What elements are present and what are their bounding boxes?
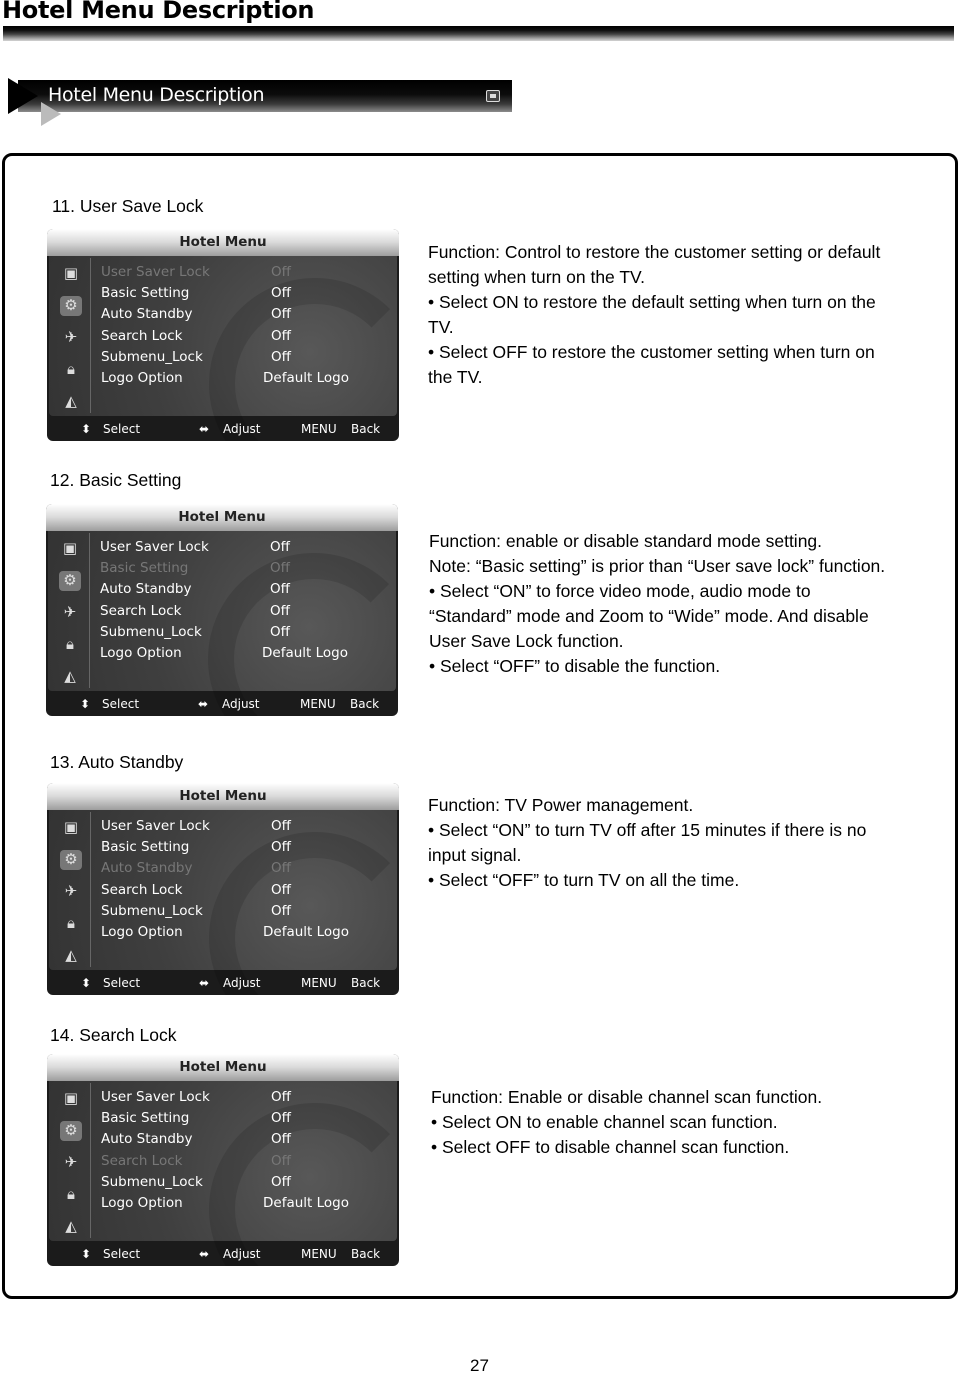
- left-right-icon: ⬌: [198, 697, 209, 711]
- footer-back: Back: [351, 976, 381, 990]
- footer-select: Select: [103, 422, 141, 436]
- tools-icon: ✈: [64, 883, 78, 900]
- menu-row-value: Off: [271, 1110, 291, 1127]
- lock-icon: 🔒︎: [66, 636, 74, 653]
- menu-row: [101, 816, 391, 837]
- lock-icon: 🔒︎: [67, 915, 75, 932]
- tools-icon: ✈: [64, 1154, 78, 1171]
- menu-row: [101, 1193, 391, 1214]
- section-heading: 13. Auto Standby: [50, 752, 184, 772]
- menu-row-value: Off: [271, 264, 291, 280]
- menu-row-value: Off: [271, 1131, 291, 1148]
- footer-adjust: Adjust: [222, 697, 260, 711]
- tv-icon: ▣: [63, 819, 79, 836]
- up-down-icon: ⬍: [81, 976, 92, 990]
- menu-row-label: Auto Standby: [101, 1131, 193, 1148]
- osd-panel: [48, 531, 396, 691]
- menu-row-value: Default Logo: [263, 370, 349, 386]
- hotel-menu-screen: [47, 229, 399, 441]
- footer-back: Back: [350, 697, 380, 711]
- up-down-icon: ⬍: [80, 697, 91, 711]
- footer-menu: MENU: [301, 422, 337, 436]
- menu-row-label: Search Lock: [100, 602, 182, 619]
- satellite-icon: ◭: [65, 947, 77, 964]
- menu-row: [100, 643, 390, 664]
- osd-footer: [47, 417, 399, 441]
- menu-row-label: Auto Standby: [101, 860, 193, 877]
- menu-row-value: Off: [271, 327, 291, 344]
- satellite-icon: ◭: [65, 1218, 77, 1235]
- menu-row-value: Off: [270, 623, 290, 640]
- menu-row: [101, 1108, 391, 1129]
- footer-select: Select: [103, 976, 141, 990]
- menu-row-label: Logo Option: [101, 1195, 183, 1211]
- menu-row-label: Submenu_Lock: [101, 1173, 203, 1190]
- up-down-icon: ⬍: [81, 422, 92, 436]
- menu-row: [101, 326, 391, 347]
- menu-row: [101, 880, 391, 901]
- lock-icon: 🔒︎: [67, 361, 75, 378]
- banner-title: Hotel Menu Description: [48, 84, 265, 106]
- menu-row: [101, 347, 391, 368]
- menu-row-value: Off: [271, 1152, 291, 1169]
- gear-icon: ⚙: [60, 296, 82, 316]
- menu-row: [101, 304, 391, 325]
- menu-row: [101, 368, 391, 389]
- left-right-icon: ⬌: [199, 976, 210, 990]
- menu-row-value: Off: [271, 860, 291, 877]
- menu-row-label: User Saver Lock: [101, 818, 210, 834]
- tv-icon: ▣: [63, 1090, 79, 1107]
- menu-row: [101, 858, 391, 879]
- menu-row-label: Basic Setting: [101, 839, 190, 856]
- menu-row-value: Off: [270, 581, 290, 598]
- footer-back: Back: [351, 1247, 381, 1261]
- osd-header: Hotel Menu: [46, 504, 398, 531]
- satellite-icon: ◭: [64, 668, 76, 685]
- footer-adjust: Adjust: [223, 976, 261, 990]
- menu-row-value: Off: [271, 881, 291, 898]
- menu-row: [100, 601, 390, 622]
- menu-row-label: Logo Option: [101, 924, 183, 940]
- tools-icon: ✈: [63, 604, 77, 621]
- menu-row: [101, 922, 391, 943]
- menu-row-value: Off: [270, 560, 290, 577]
- osd-header: Hotel Menu: [47, 229, 399, 256]
- menu-row: [101, 837, 391, 858]
- menu-row: [101, 283, 391, 304]
- menu-row: [101, 1087, 391, 1108]
- arrow-icon: [8, 78, 38, 114]
- osd-footer: [47, 1242, 399, 1266]
- menu-row: [101, 1151, 391, 1172]
- osd-header: Hotel Menu: [47, 1054, 399, 1081]
- menu-row-label: Submenu_Lock: [101, 902, 203, 919]
- function-description: Function: enable or disable standard mode setting. Note: “Basic setting” is prior than “User save lock” function. • Select “ON” to force video mode, audio mode to “Standard” mode and Zoom to “Wide” mode. And disable User Save Lock function. • Select “OFF” to disable the function.: [429, 531, 886, 676]
- menu-row-value: Off: [271, 839, 291, 856]
- menu-row-label: Search Lock: [101, 327, 183, 344]
- menu-row-value: Off: [271, 1173, 291, 1190]
- osd-footer: [47, 971, 399, 995]
- lock-icon: 🔒︎: [67, 1186, 75, 1203]
- hotel-menu-screen: [47, 1054, 399, 1266]
- osd-icon-column: [52, 1083, 91, 1238]
- footer-select: Select: [102, 697, 140, 711]
- osd-header: Hotel Menu: [47, 783, 399, 810]
- title-rule: [3, 26, 954, 41]
- hotel-menu-screen: [46, 504, 398, 716]
- gear-icon: ⚙: [60, 850, 82, 870]
- menu-row: [101, 901, 391, 922]
- menu-row-label: Auto Standby: [100, 581, 192, 598]
- function-description: Function: Enable or disable channel scan function. • Select ON to enable channel scan function. • Select OFF to disable channel scan function.: [431, 1087, 823, 1157]
- footer-adjust: Adjust: [223, 1247, 261, 1261]
- osd-icon-column: [52, 812, 91, 967]
- osd-panel: [49, 1081, 397, 1241]
- menu-row-value: Off: [271, 818, 291, 834]
- menu-row-label: Submenu_Lock: [101, 348, 203, 365]
- menu-row: [101, 1129, 391, 1150]
- left-right-icon: ⬌: [199, 422, 210, 436]
- menu-row-value: Off: [271, 348, 291, 365]
- menu-row: [100, 622, 390, 643]
- menu-row-value: Default Logo: [263, 924, 349, 940]
- tv-icon: ▣: [62, 540, 78, 557]
- menu-row-label: Submenu_Lock: [100, 623, 202, 640]
- section-heading: 12. Basic Setting: [50, 470, 182, 490]
- up-down-icon: ⬍: [81, 1247, 92, 1261]
- osd-panel: [49, 810, 397, 970]
- menu-row-label: Basic Setting: [101, 285, 190, 302]
- menu-row-label: Logo Option: [100, 645, 182, 661]
- menu-row-label: Logo Option: [101, 370, 183, 386]
- menu-icon: [486, 90, 500, 102]
- gear-icon: ⚙: [60, 1121, 82, 1141]
- section-heading: 14. Search Lock: [50, 1025, 177, 1045]
- menu-row-value: Off: [270, 539, 290, 555]
- footer-select: Select: [103, 1247, 141, 1261]
- satellite-icon: ◭: [65, 393, 77, 410]
- osd-icon-column: [51, 533, 90, 688]
- function-description: Function: Control to restore the customer setting or default setting when turn on the TV. • Select ON to restore the default setting when turn on the TV. • Select OFF to restore the customer setting when turn on the TV.: [428, 242, 881, 387]
- osd-panel: [49, 256, 397, 416]
- page-number: 27: [470, 1356, 489, 1375]
- footer-menu: MENU: [301, 1247, 337, 1261]
- menu-row-label: Search Lock: [101, 881, 183, 898]
- menu-row-label: User Saver Lock: [101, 1089, 210, 1105]
- menu-row: [100, 558, 390, 579]
- gear-icon: ⚙: [59, 571, 81, 591]
- footer-menu: MENU: [301, 976, 337, 990]
- menu-row-label: User Saver Lock: [100, 539, 209, 555]
- tools-icon: ✈: [64, 329, 78, 346]
- hotel-menu-screen: [47, 783, 399, 995]
- osd-footer: [46, 692, 398, 716]
- left-right-icon: ⬌: [199, 1247, 210, 1261]
- menu-row: [100, 537, 390, 558]
- menu-row: [101, 1172, 391, 1193]
- footer-menu: MENU: [300, 697, 336, 711]
- menu-row-value: Off: [271, 285, 291, 302]
- menu-row-label: Auto Standby: [101, 306, 193, 323]
- menu-row-value: Off: [270, 602, 290, 619]
- section-heading: 11. User Save Lock: [52, 196, 204, 216]
- menu-row-value: Off: [271, 1089, 291, 1105]
- menu-row-label: User Saver Lock: [101, 264, 210, 280]
- menu-row-label: Basic Setting: [101, 1110, 190, 1127]
- function-description: Function: TV Power management. • Select “ON” to turn TV off after 15 minutes if there is no input signal. • Select “OFF” to turn TV on all the time.: [428, 795, 867, 890]
- menu-row-value: Off: [271, 306, 291, 323]
- menu-row: [100, 579, 390, 600]
- osd-icon-column: [52, 258, 91, 413]
- footer-back: Back: [351, 422, 381, 436]
- menu-row-label: Basic Setting: [100, 560, 189, 577]
- menu-row-value: Default Logo: [262, 645, 348, 661]
- menu-row-value: Default Logo: [263, 1195, 349, 1211]
- tv-icon: ▣: [63, 265, 79, 282]
- section-banner: [8, 78, 512, 114]
- page-title: Hotel Menu Description: [2, 0, 315, 24]
- menu-row-label: Search Lock: [101, 1152, 183, 1169]
- footer-adjust: Adjust: [223, 422, 261, 436]
- menu-row-value: Off: [271, 902, 291, 919]
- menu-row: [101, 262, 391, 283]
